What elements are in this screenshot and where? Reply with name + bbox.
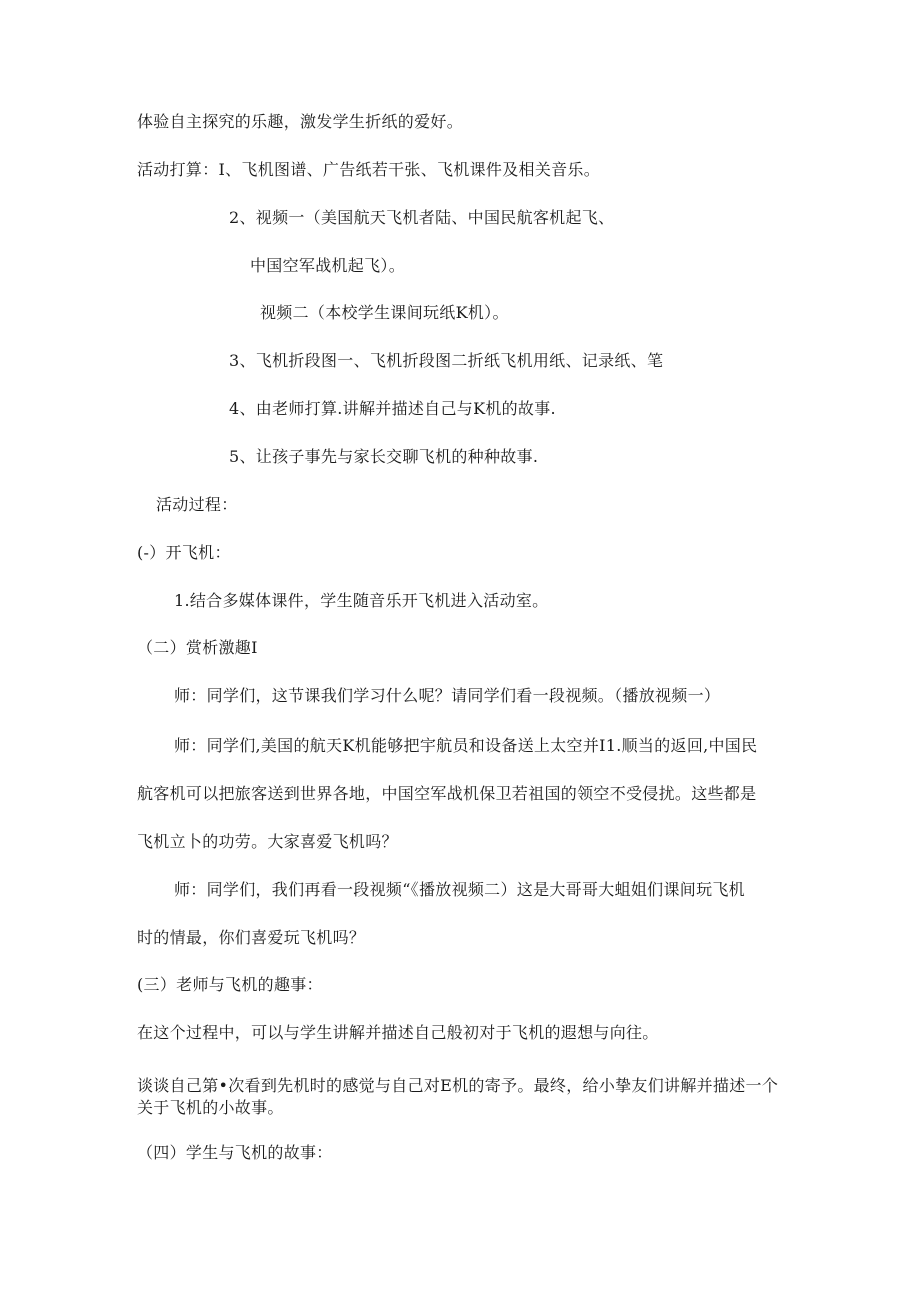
prep-item-3: 3、飞机折段图一、飞机折段图二折纸飞机用纸、记录纸、笔 <box>229 351 664 370</box>
section-3-paragraph-2: 谈谈自己第•次看到先机时的感觉与自己对E机的寄予。最终，给小挚友们讲解并描述一个关于飞机的小故事。 <box>137 1076 779 1117</box>
prep-item-1: 活动打算：I、飞机图谱、广告纸若干张、飞机课件及相关音乐。 <box>137 160 601 179</box>
section-1-item: 1.结合多媒体课件，学生随音乐开飞机进入活动室。 <box>174 591 549 610</box>
section-3-heading: (三）老师与飞机的趣事： <box>137 975 323 994</box>
prep-item-2-line-1: 2、视频一（美国航天飞机者陆、中国民航客机起飞、 <box>229 208 615 227</box>
section-4-heading: （四）学生与飞机的故事： <box>137 1143 333 1162</box>
prep-item-4: 4、由老师打算.讲解并描述自己与K机的故事. <box>229 399 556 418</box>
section-1-heading: (-）开飞机： <box>137 543 231 562</box>
section-3-paragraph-1: 在这个过程中，可以与学生讲解并描述自己般初对于飞机的遐想与向往。 <box>137 1023 659 1042</box>
prep-item-5: 5、让孩子事先与家长交聊飞机的种种故事. <box>229 447 539 466</box>
section-2-heading: （二）赏析激趣I <box>137 638 258 657</box>
prep-item-2-line-2: 中国空军战机起飞）。 <box>250 256 406 275</box>
section-2-paragraph-2-line-1: 师：同学们,美国的航天K机能够把宇航员和设备送上太空并I1.顺当的返回,中国民 <box>174 736 758 755</box>
section-2-paragraph-3-line-2: 时的情最，你们喜爱玩飞机吗？ <box>137 928 366 947</box>
section-2-paragraph-1: 师：同学们，这节课我们学习什么呢？请同学们看一段视频。（播放视频一） <box>174 686 721 705</box>
prep-item-2-line-3: 视频二（本校学生课间玩纸K机）。 <box>260 303 509 322</box>
process-heading: 活动过程： <box>156 495 238 514</box>
section-2-paragraph-3-line-1: 师：同学们，我们再看一段视频“《播放视频二）这是大哥哥大蛆姐们课间玩飞机 <box>174 880 745 899</box>
section-2-paragraph-2-line-2: 航客机可以把旅客送到世界各地，中国空军战机保卫若祖国的领空不受侵扰。这些都是 <box>137 784 757 803</box>
intro-line: 体验自主探究的乐趣，激发学生折纸的爱好。 <box>137 112 464 131</box>
section-2-paragraph-2-line-3: 飞机立卜的功劳。大家喜爱飞机吗？ <box>137 832 398 851</box>
